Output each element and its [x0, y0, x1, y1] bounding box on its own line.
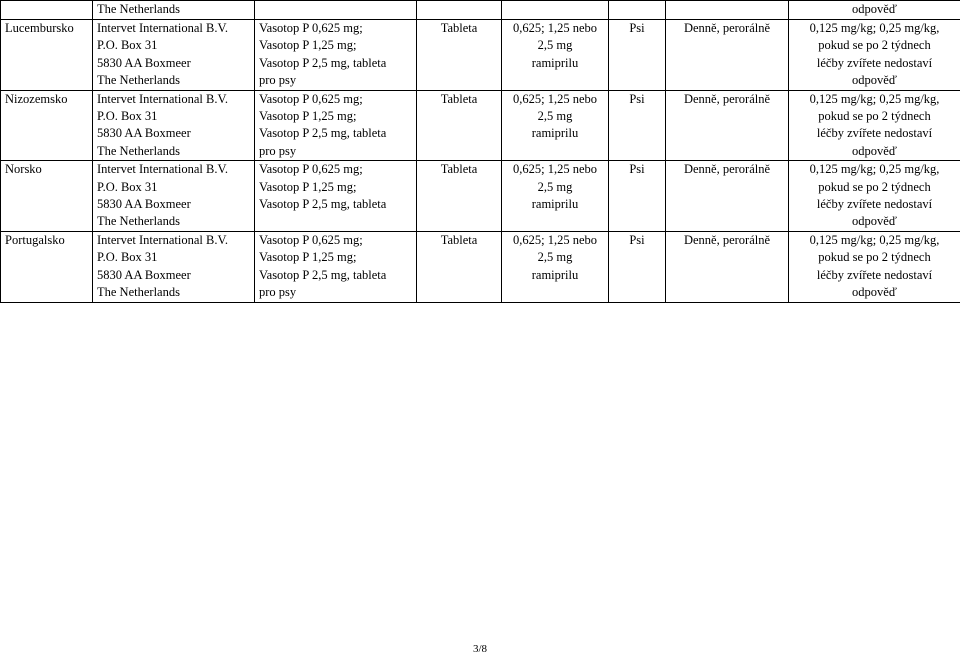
- dose-line: léčby zvířete nedostaví: [816, 197, 933, 212]
- country-cell: Norsko: [1, 161, 93, 232]
- form-cell: Tableta: [417, 20, 502, 91]
- strength-line: 0,625; 1,25 nebo: [512, 232, 598, 247]
- page-number: 3/8: [472, 643, 488, 655]
- product-name-cell: [255, 90, 417, 161]
- route-cell: Denně, perorálně: [666, 90, 789, 161]
- dose-cell: [789, 20, 960, 91]
- name-line: pro psy: [259, 73, 297, 88]
- strength-cell: [502, 90, 609, 161]
- holder-cell: [93, 1, 255, 20]
- name-line: Vasotop P 2,5 mg, tableta: [259, 197, 387, 212]
- name-line: Vasotop P 1,25 mg;: [259, 250, 357, 265]
- holder-tail: The Netherlands: [97, 2, 180, 16]
- dose-line: odpověď: [852, 73, 897, 88]
- species-cell: Psi: [609, 90, 666, 161]
- dose-line: pokud se po 2 týdnech: [818, 109, 931, 124]
- name-line: Vasotop P 0,625 mg;: [259, 162, 363, 177]
- dose-line: pokud se po 2 týdnech: [818, 38, 931, 53]
- table-row: [1, 161, 960, 232]
- name-line: Vasotop P 0,625 mg;: [259, 232, 363, 247]
- route-cell: Denně, perorálně: [666, 231, 789, 302]
- strength-line: 2,5 mg: [537, 250, 573, 265]
- strength-line: 0,625; 1,25 nebo: [512, 21, 598, 35]
- holder-line: 5830 AA Boxmeer: [97, 197, 191, 212]
- dose-line: odpověď: [852, 143, 897, 158]
- dose-cell: [789, 161, 960, 232]
- form-cell: [417, 1, 502, 20]
- strength-line: 0,625; 1,25 nebo: [512, 91, 598, 106]
- form-cell: Tableta: [417, 90, 502, 161]
- strength-cell: [502, 161, 609, 232]
- dose-line: 0,125 mg/kg; 0,25 mg/kg,: [809, 91, 940, 106]
- route-cell: Denně, perorálně: [666, 20, 789, 91]
- name-line: Vasotop P 0,625 mg;: [259, 91, 363, 106]
- table-row: [1, 20, 960, 91]
- strength-cell: [502, 1, 609, 20]
- product-name-cell: [255, 231, 417, 302]
- name-line: pro psy: [259, 285, 297, 300]
- holder-line: Intervet International B.V.: [97, 162, 228, 177]
- strength-line: ramiprilu: [531, 197, 579, 212]
- name-line: Vasotop P 2,5 mg, tableta: [259, 126, 387, 141]
- table-row-continued: [1, 1, 960, 20]
- dose-line: 0,125 mg/kg; 0,25 mg/kg,: [809, 232, 940, 247]
- name-cell: [255, 1, 417, 20]
- holder-line: Intervet International B.V.: [97, 91, 228, 106]
- name-line: Vasotop P 0,625 mg;: [259, 21, 363, 35]
- dose-cell: [789, 1, 960, 20]
- holder-line: 5830 AA Boxmeer: [97, 267, 191, 282]
- product-name-cell: [255, 161, 417, 232]
- strength-line: ramiprilu: [531, 55, 579, 70]
- holder-line: The Netherlands: [97, 285, 180, 300]
- holder-line: Intervet International B.V.: [97, 232, 228, 247]
- strength-line: 2,5 mg: [537, 109, 573, 124]
- species-cell: Psi: [609, 231, 666, 302]
- table-row: [1, 90, 960, 161]
- name-line: Vasotop P 2,5 mg, tableta: [259, 267, 387, 282]
- species-cell: [609, 1, 666, 20]
- holder-cell: [93, 161, 255, 232]
- dose-line: léčby zvířete nedostaví: [816, 267, 933, 282]
- holder-line: The Netherlands: [97, 73, 180, 88]
- route-cell: [666, 1, 789, 20]
- dose-line: pokud se po 2 týdnech: [818, 179, 931, 194]
- dose-line: 0,125 mg/kg; 0,25 mg/kg,: [809, 21, 940, 35]
- dose-line: léčby zvířete nedostaví: [816, 55, 933, 70]
- name-line: Vasotop P 2,5 mg, tableta: [259, 55, 387, 70]
- dose-line: 0,125 mg/kg; 0,25 mg/kg,: [809, 162, 940, 177]
- holder-line: P.O. Box 31: [97, 109, 158, 124]
- holder-line: Intervet International B.V.: [97, 21, 228, 35]
- dose-cell: [789, 231, 960, 302]
- dose-tail: odpověď: [852, 2, 897, 16]
- holder-line: P.O. Box 31: [97, 250, 158, 265]
- holder-line: The Netherlands: [97, 143, 180, 158]
- country-cell: Portugalsko: [1, 231, 93, 302]
- strength-cell: [502, 20, 609, 91]
- name-line: Vasotop P 1,25 mg;: [259, 179, 357, 194]
- dose-cell: [789, 90, 960, 161]
- dose-line: léčby zvířete nedostaví: [816, 126, 933, 141]
- dose-line: odpověď: [852, 285, 897, 300]
- dose-line: odpověď: [852, 214, 897, 229]
- species-cell: Psi: [609, 20, 666, 91]
- dose-line: pokud se po 2 týdnech: [818, 250, 931, 265]
- product-name-cell: [255, 20, 417, 91]
- holder-line: P.O. Box 31: [97, 179, 158, 194]
- table-body: [1, 1, 960, 303]
- product-table: [0, 0, 960, 303]
- holder-line: P.O. Box 31: [97, 38, 158, 53]
- holder-line: The Netherlands: [97, 214, 180, 229]
- strength-line: ramiprilu: [531, 267, 579, 282]
- holder-line: 5830 AA Boxmeer: [97, 126, 191, 141]
- route-cell: Denně, perorálně: [666, 161, 789, 232]
- strength-line: 2,5 mg: [537, 179, 573, 194]
- holder-line: 5830 AA Boxmeer: [97, 55, 191, 70]
- name-line: pro psy: [259, 143, 297, 158]
- country-cell: [1, 1, 93, 20]
- holder-cell: [93, 20, 255, 91]
- country-cell: Lucembursko: [1, 20, 93, 91]
- form-cell: Tableta: [417, 231, 502, 302]
- strength-line: 2,5 mg: [537, 38, 573, 53]
- holder-cell: [93, 231, 255, 302]
- form-cell: Tableta: [417, 161, 502, 232]
- table-row: [1, 231, 960, 302]
- species-cell: Psi: [609, 161, 666, 232]
- strength-cell: [502, 231, 609, 302]
- country-cell: Nizozemsko: [1, 90, 93, 161]
- name-line: Vasotop P 1,25 mg;: [259, 38, 357, 53]
- holder-cell: [93, 90, 255, 161]
- strength-line: 0,625; 1,25 nebo: [512, 162, 598, 177]
- name-line: Vasotop P 1,25 mg;: [259, 109, 357, 124]
- strength-line: ramiprilu: [531, 126, 579, 141]
